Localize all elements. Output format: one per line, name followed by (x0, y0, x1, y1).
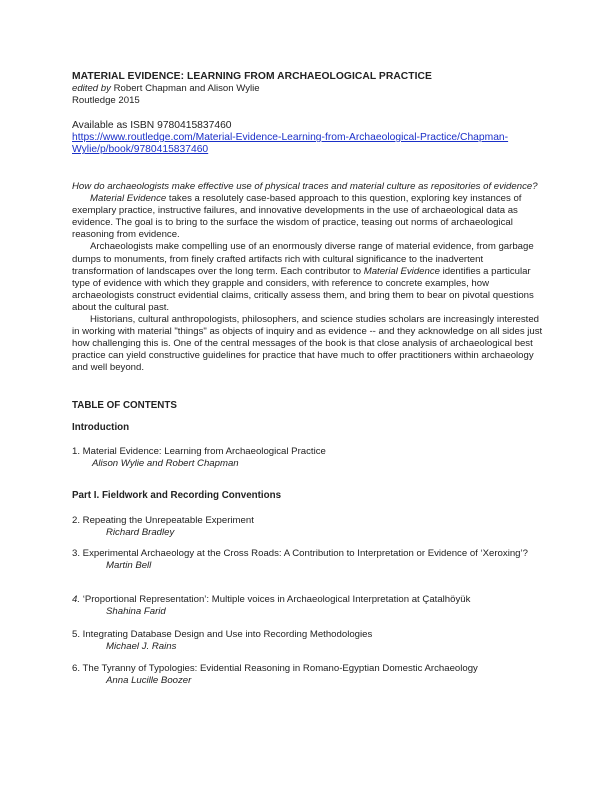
entry-author: Alison Wylie and Robert Chapman (92, 458, 239, 470)
paragraph-2-text-b: identifies a particular type of evidence with which they grapple and considers, with reference to concrete examples, how archaeologists construct evidential claims, critically assess them, and bring them to bear on pivotal questions about the cultural past. (72, 265, 534, 313)
book-url-line-2[interactable]: Wylie/p/book/9780415837460 (72, 144, 209, 156)
paragraph-2-text-a: Archaeologists make compelling use of an enormously diverse range of material evidence, from garbage dumps to monuments, from finely crafted artifacts rich with cultural significance to the inadvertent transformation of landscapes over the long term. Each contributor to (72, 241, 534, 277)
book-header (72, 71, 542, 107)
toc-heading: TABLE OF CONTENTS (72, 400, 177, 411)
book-url-line-1[interactable]: https://www.routledge.com/Material-Evidence-Learning-from-Archaeological-Practice/Chapman- (72, 132, 509, 144)
paragraph-1-text: takes a resolutely case-based approach to this question, exploring key instances of exemplary practice, instructive failures, and innovative developments in the use of archaeological data as evidence. The goal is to bring to the surface the wisdom of practice, teasing out norms of archaeological reasoning from evidence. (72, 193, 522, 241)
book-title-italic-2: Material Evidence (363, 265, 440, 277)
description-paragraph-3: Historians, cultural anthropologists, philosophers, and science studies scholars are increasingly interested in working with material "things" as objects of inquiry and as evidence -- and they acknowledge on all sides just how challenging this is. One of the central messages of the book is that close analysis of archaeological best practice can yield constructive guidelines for practice that have much to offer practitioners within archaeology and well beyond. (72, 314, 543, 374)
availability-text: Available as ISBN 9780415837460 (72, 120, 232, 131)
toc-entry (72, 663, 542, 687)
description (72, 181, 546, 375)
guiding-question: How do archaeologists make effective use of physical traces and material culture as repositories of evidence? (72, 181, 538, 192)
availability-block (72, 120, 542, 156)
book-title-italic: Material Evidence (90, 193, 167, 205)
entry-author: Richard Bradley (106, 527, 175, 539)
entry-author: Shahina Farid (106, 606, 166, 618)
book-title: MATERIAL EVIDENCE: LEARNING FROM ARCHAEOLOGICAL PRACTICE (72, 71, 432, 82)
edited-by-label: edited by (72, 83, 111, 94)
entry-title-text: ‘Proportional Representation’: Multiple voices in Archaeological Interpretation at Çatalhöyük (82, 594, 471, 605)
toc-entry (72, 446, 542, 470)
entry-author: Anna Lucille Boozer (106, 675, 192, 687)
description-paragraph-2 (72, 241, 546, 314)
toc-entry (72, 594, 542, 618)
editors-line (72, 83, 542, 95)
editors: Robert Chapman and Alison Wylie (113, 83, 260, 94)
entry-title: 1. Material Evidence: Learning from Archaeological Practice (72, 446, 326, 457)
entry-title: 5. Integrating Database Design and Use into Recording Methodologies (72, 629, 373, 640)
entry-author: Martin Bell (106, 560, 152, 572)
entry-title: 3. Experimental Archaeology at the Cross Roads: A Contribution to Interpretation or Evidence of ‘Xeroxing’? (72, 548, 528, 559)
description-paragraph-1 (72, 193, 546, 241)
entry-title (72, 594, 542, 606)
toc-entry (72, 629, 542, 653)
entry-title: 6. The Tyranny of Typologies: Evidential Reasoning in Romano-Egyptian Domestic Archaeology (72, 663, 478, 674)
part-1-heading: Part I. Fieldwork and Recording Conventions (72, 490, 282, 501)
toc-entry (72, 548, 542, 572)
publisher-year: Routledge 2015 (72, 95, 140, 107)
introduction-heading: Introduction (72, 422, 130, 433)
entry-title: 2. Repeating the Unrepeatable Experiment (72, 515, 254, 526)
entry-number: 4. (72, 594, 81, 605)
toc-entry (72, 515, 542, 539)
entry-author: Michael J. Rains (106, 641, 177, 653)
